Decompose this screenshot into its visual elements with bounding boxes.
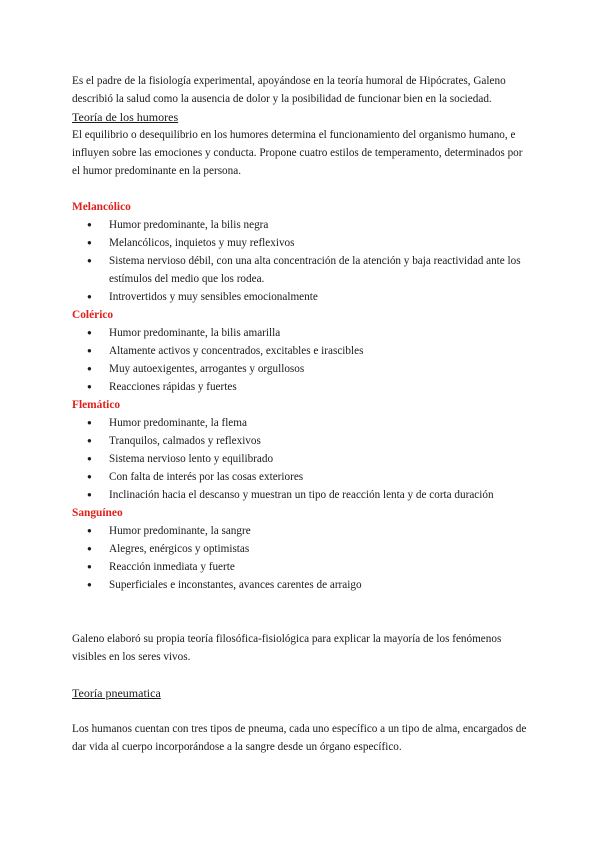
list-item: ● Sistema nervioso débil, con una alta concentración de la atención y baja reactividad ante los estímulos del medio que los rodea. [72,252,532,288]
pneumatica-heading: Teoría pneumatica [72,686,161,700]
list-item: ● Humor predominante, la flema [72,414,532,432]
intro-paragraph: Es el padre de la fisiología experimental, apoyándose en la teoría humoral de Hipócrates, Galeno describió la salud como la ausencia de dolor y la posibilidad de funcionar bien en la sociedad. [72,75,506,105]
sanguineo-heading: Sanguíneo [72,507,123,519]
list-item: ● Reacciones rápidas y fuertes [72,378,532,396]
pneumatica-paragraph: Los humanos cuentan con tres tipos de pneuma, cada uno específico a un tipo de alma, encargados de dar vida al cuerpo incorporándose a la sangre desde un órgano específico. [72,723,527,753]
list-item: ● Muy autoexigentes, arrogantes y orgullosos [72,360,532,378]
list-item: ● Humor predominante, la sangre [72,522,532,540]
humores-paragraph: El equilibrio o desequilibrio en los humores determina el funcionamiento del organismo humano, e influyen sobre las emociones y conducta. Propone cuatro estilos de temperamento, determinados por el humor predominante en la persona. [72,129,523,177]
list-item: ● Altamente activos y concentrados, excitables e irascibles [72,342,532,360]
list-item: ● Humor predominante, la bilis negra [72,216,532,234]
colerico-list [72,324,532,396]
list-item: ● Sistema nervioso lento y equilibrado [72,450,532,468]
list-item: ● Con falta de interés por las cosas exteriores [72,468,532,486]
list-item: ● Alegres, enérgicos y optimistas [72,540,532,558]
colerico-heading: Colérico [72,309,114,321]
list-item: ● Tranquilos, calmados y reflexivos [72,432,532,450]
list-item: ● Superficiales e inconstantes, avances carentes de arraigo [72,576,532,594]
list-item: ● Introvertidos y muy sensibles emocionalmente [72,288,532,306]
list-item: ● Reacción inmediata y fuerte [72,558,532,576]
list-item: ● Inclinación hacia el descanso y muestran un tipo de reacción lenta y de corta duración [72,486,532,504]
list-item: ● Humor predominante, la bilis amarilla [72,324,532,342]
melancolico-list [72,216,532,306]
list-item: ● Melancólicos, inquietos y muy reflexivos [72,234,532,252]
document-page [72,72,532,756]
humores-heading: Teoría de los humores [72,110,179,124]
melancolico-heading: Melancólico [72,201,131,213]
galeno-paragraph: Galeno elaboró su propia teoría filosófica-fisiológica para explicar la mayoría de los fenómenos visibles en los seres vivos. [72,633,502,663]
flematico-heading: Flemático [72,399,121,411]
sanguineo-list [72,522,532,594]
flematico-list [72,414,532,504]
